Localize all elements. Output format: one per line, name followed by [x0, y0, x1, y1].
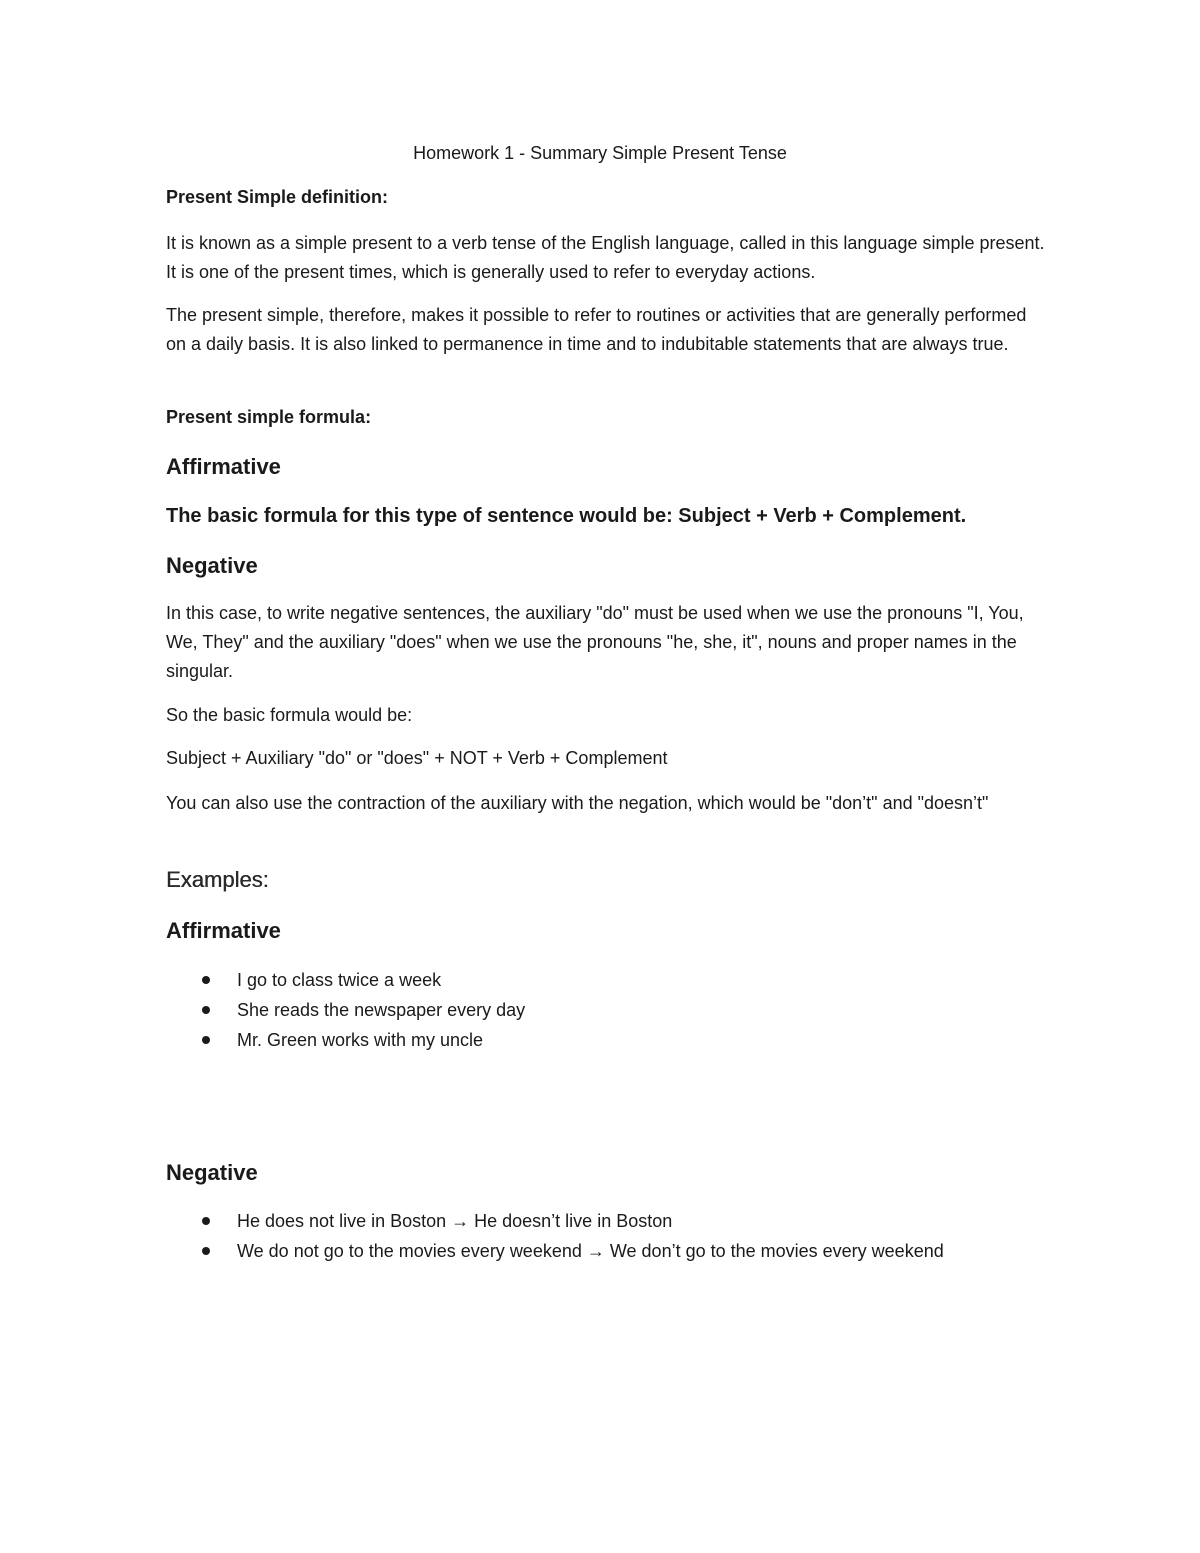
- negative-paragraph-3: You can also use the contraction of the auxiliary with the negation, which would be "don’t" and "doesn’t": [166, 793, 989, 813]
- examples-negative-heading: Negative: [166, 1160, 258, 1185]
- affirmative-heading: Affirmative: [166, 454, 281, 479]
- list-item-text: She reads the newspaper every day: [237, 1000, 526, 1020]
- affirmative-examples-list: [166, 965, 1066, 1055]
- bullet-icon: [202, 976, 210, 984]
- list-item-text: We do not go to the movies every weekend → We don’t go to the movies every weekend: [237, 1241, 944, 1261]
- document-title: Homework 1 - Summary Simple Present Tense: [413, 143, 787, 163]
- bullet-icon: [202, 1006, 210, 1014]
- examples-heading: Examples:: [166, 867, 269, 892]
- bullet-icon: [202, 1247, 210, 1255]
- bullet-icon: [202, 1217, 210, 1225]
- list-item-text: Mr. Green works with my uncle: [237, 1030, 484, 1050]
- affirmative-formula: The basic formula for this type of sentence would be: Subject + Verb + Complement.: [166, 505, 967, 527]
- list-item-text: He does not live in Boston → He doesn’t live in Boston: [237, 1211, 673, 1231]
- negative-paragraph-1: In this case, to write negative sentences, the auxiliary "do" must be used when we use the pronouns "I, You, We, They" and the auxiliary "does" when we use the pronouns "he, she, it", nouns and proper names in the singular.: [166, 603, 1024, 681]
- negative-examples-list: [166, 1206, 1066, 1266]
- list-item-text: I go to class twice a week: [237, 970, 442, 990]
- list-item: [166, 1025, 1066, 1055]
- formula-heading: Present simple formula:: [166, 407, 372, 427]
- definition-paragraph-1: It is known as a simple present to a verb tense of the English language, called in this language simple present. It is one of the present times, which is generally used to refer to everyday actions.: [166, 233, 1045, 282]
- list-item: [166, 1236, 1066, 1266]
- bullet-icon: [202, 1036, 210, 1044]
- examples-affirmative-heading: Affirmative: [166, 918, 281, 943]
- negative-paragraph-2: So the basic formula would be:: [166, 705, 413, 725]
- definition-heading: Present Simple definition:: [166, 187, 389, 207]
- negative-heading: Negative: [166, 553, 258, 578]
- negative-formula: Subject + Auxiliary "do" or "does" + NOT + Verb + Complement: [166, 748, 668, 768]
- list-item: [166, 995, 1066, 1025]
- definition-paragraph-2: The present simple, therefore, makes it possible to refer to routines or activities that are generally performed on a daily basis. It is also linked to permanence in time and to indubitable statements that are always true.: [166, 305, 1027, 354]
- list-item: [166, 965, 1066, 995]
- list-item: [166, 1206, 1066, 1236]
